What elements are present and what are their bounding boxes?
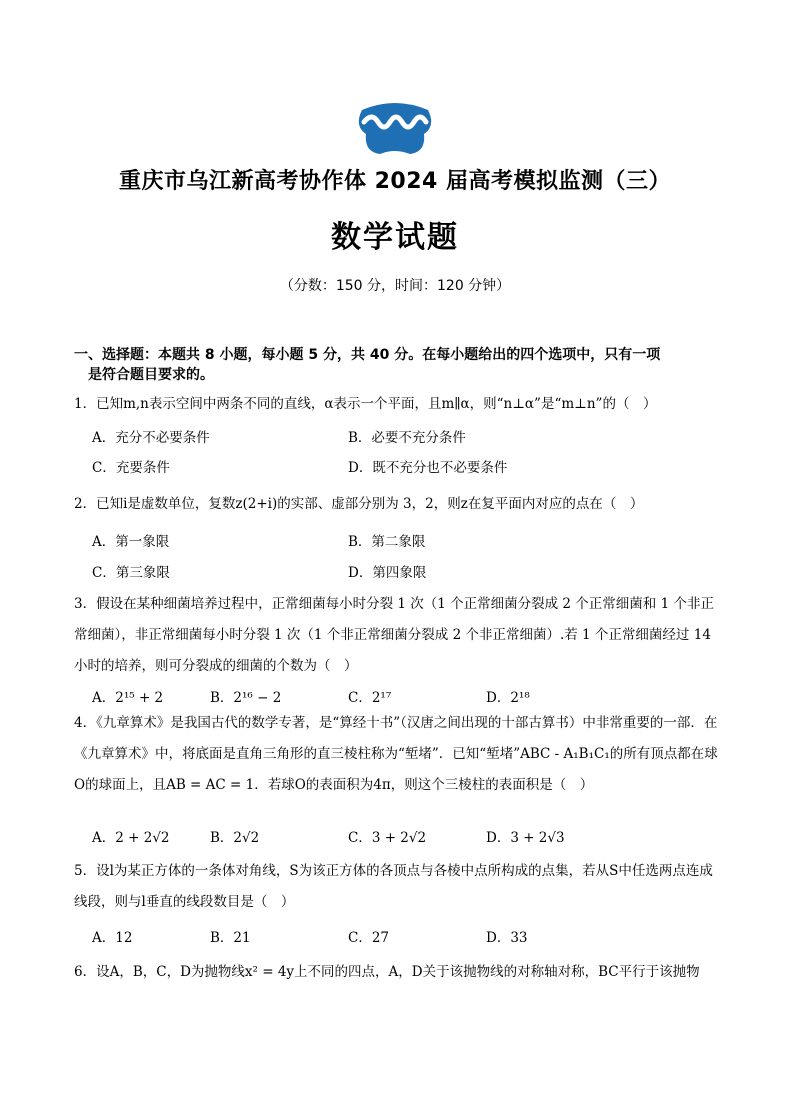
section-line-2: 是符合题目要求的。 — [88, 367, 214, 383]
q1-option-c: C．充要条件 — [92, 460, 170, 476]
q4-option-c: C．3 + 2√2 — [348, 830, 427, 846]
question-5-stem: 5．设l为某正方体的一条体对角线，S为该正方体的各顶点与各棱中点所构成的点集，若从S中任选两点连成线段，则与l垂直的线段数目是（ ） — [74, 863, 713, 910]
q1-option-d: D．既不充分也不必要条件 — [348, 460, 508, 476]
question-3-stem: 3．假设在某种细菌培养过程中，正常细菌每小时分裂 1 次（1 个正常细菌分裂成 2 个正常细菌和 1 个非正常细菌），非正常细菌每小时分裂 1 次（1 个非正常细菌分裂成 2 个非正常细菌）.若 1 个正常细菌经过 14 小时的培养，则可分裂成的细菌的个数为（ ） — [74, 596, 714, 674]
q5-option-a: A．12 — [92, 930, 133, 946]
q4-option-a: A．2 + 2√2 — [92, 830, 170, 846]
question-4-stem: 4．《九章算术》是我国古代的数学专著，是“算经十书”（汉唐之间出现的十部古算书）中非常重要的一部．在《九章算术》中，将底面是直角三角形的直三棱柱称为“堑堵”．已知“堑堵”ABC - A₁B₁C₁的所有顶点都在球O的球面上，且AB = AC = 1．若球O的表面积为4π，则这个三棱柱的表面积是（ ） — [74, 715, 718, 793]
question-2-stem: 2．已知i是虚数单位，复数z(2+i)的实部、虚部分别为 3，2，则z在复平面内对应的点在（ ） — [74, 496, 644, 512]
wave-logo-icon — [354, 100, 436, 160]
exam-meta: （分数：150 分，时间：120 分钟） — [279, 278, 511, 294]
section-line-1: 一、选择题：本题共 8 小题，每小题 5 分，共 40 分。在每小题给出的四个选项中，只有一项 — [74, 347, 661, 363]
page-title: 重庆市乌江新高考协作体 2024 届高考模拟监测（三） — [118, 169, 672, 194]
q5-option-b: B．21 — [210, 930, 251, 946]
q2-option-c: C．第三象限 — [92, 565, 170, 581]
q3-option-d: D．2¹⁸ — [486, 690, 530, 706]
q5-option-c: C．27 — [348, 930, 390, 946]
q4-option-b: B．2√2 — [210, 830, 260, 846]
subject-title: 数学试题 — [331, 220, 459, 255]
q1-option-b: B．必要不充分条件 — [348, 430, 466, 446]
q2-option-b: B．第二象限 — [348, 534, 426, 550]
q3-option-b: B．2¹⁶ − 2 — [210, 690, 282, 706]
q1-option-a: A．充分不必要条件 — [92, 430, 210, 446]
question-6-stem: 6．设A，B，C，D为抛物线x² = 4y上不同的四点，A，D关于该抛物线的对称轴对称，BC平行于该抛物 — [74, 964, 700, 980]
q2-option-d: D．第四象限 — [348, 565, 427, 581]
question-1-stem: 1．已知m,n表示空间中两条不同的直线，α表示一个平面，且m∥α，则“n⊥α”是“m⊥n”的（ ） — [74, 396, 657, 412]
q4-option-d: D．3 + 2√3 — [486, 830, 565, 846]
q5-option-d: D．33 — [486, 930, 528, 946]
section-heading — [74, 345, 724, 385]
q3-option-c: C．2¹⁷ — [348, 690, 392, 706]
q2-option-a: A．第一象限 — [92, 534, 170, 550]
q3-option-a: A．2¹⁵ + 2 — [92, 690, 164, 706]
